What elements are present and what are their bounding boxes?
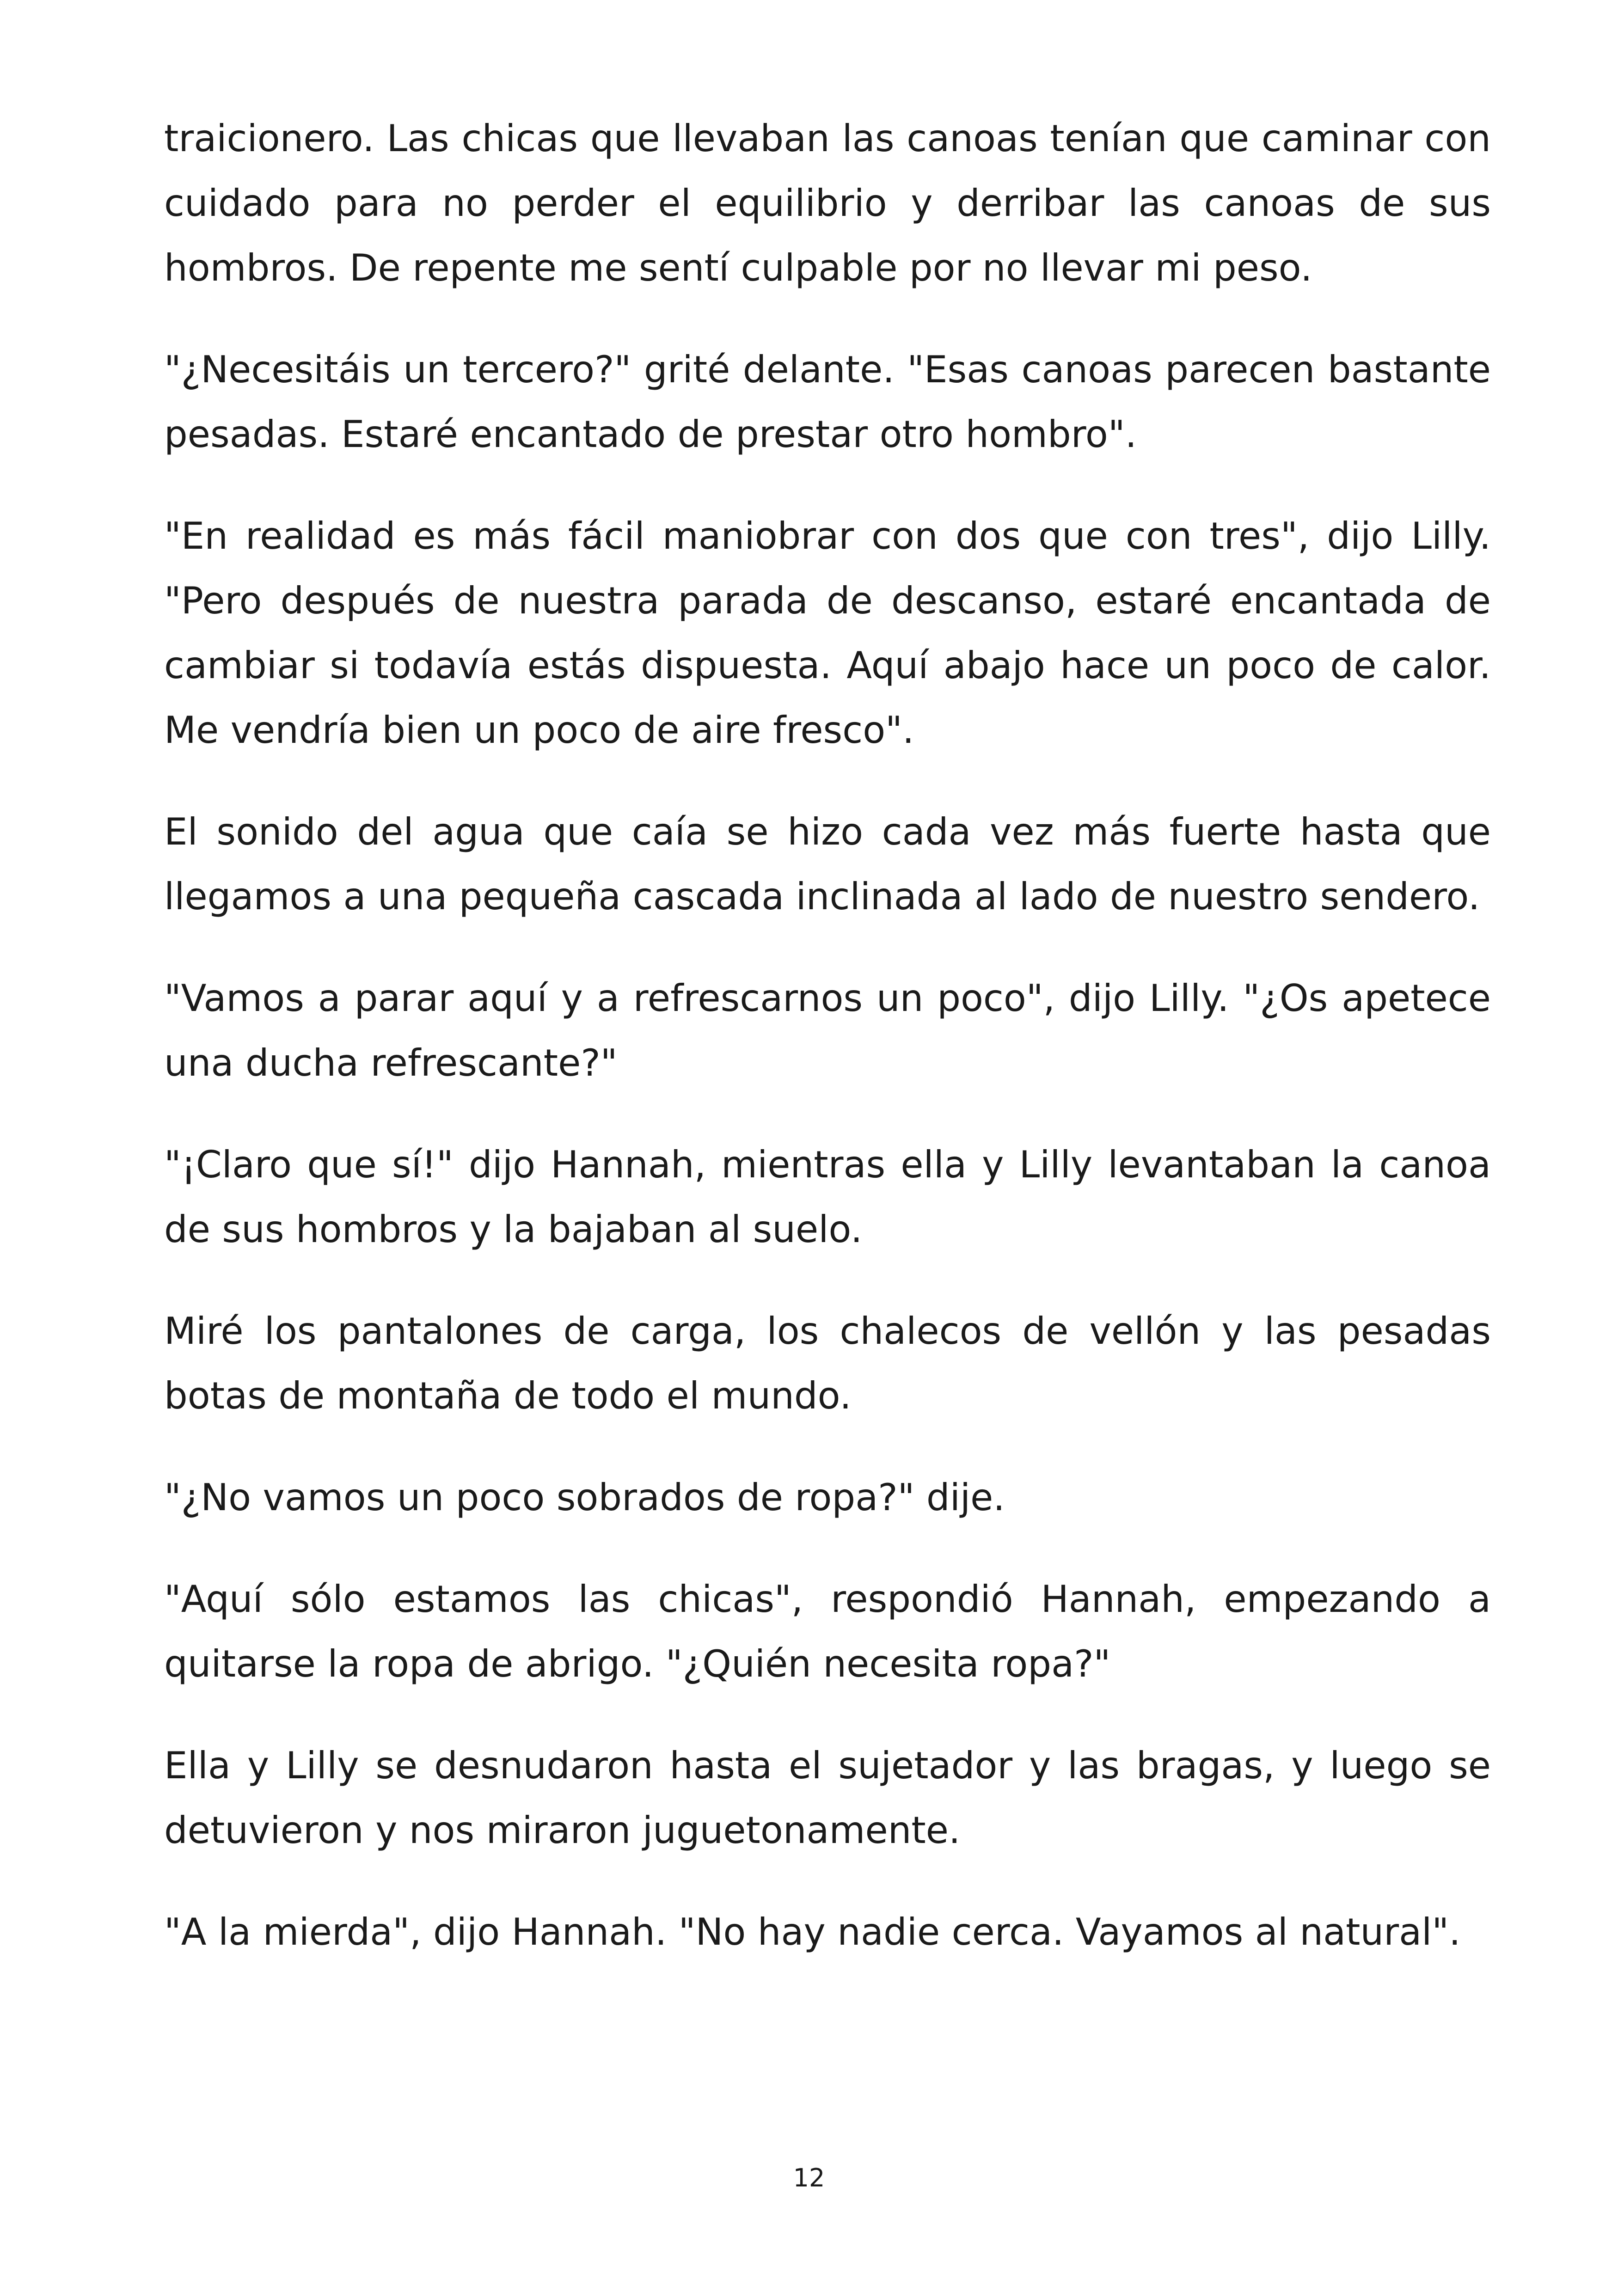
paragraph: "Aquí sólo estamos las chicas", respondió Hannah, empezando a quitarse la ropa de abrigo. "¿Quién necesita ropa?" <box>164 1578 1491 1685</box>
paragraph: Ella y Lilly se desnudaron hasta el sujetador y las bragas, y luego se detuvieron y nos miraron juguetonamente. <box>164 1744 1491 1852</box>
paragraph: "A la mierda", dijo Hannah. "No hay nadie cerca. Vayamos al natural". <box>164 1910 1461 1953</box>
paragraph: "En realidad es más fácil maniobrar con dos que con tres", dijo Lilly. "Pero después de nuestra parada de descanso, estaré encantada de cambiar si todavía estás dispuesta. Aquí abajo hace un poco de calor. Me vendría bien un poco de aire fresco". <box>164 514 1491 752</box>
page-number: 12 <box>793 2163 825 2192</box>
paragraph: "¿No vamos un poco sobrados de ropa?" dije. <box>164 1476 1005 1519</box>
paragraph: Miré los pantalones de carga, los chalecos de vellón y las pesadas botas de montaña de todo el mundo. <box>164 1310 1491 1417</box>
paragraph: "Vamos a parar aquí y a refrescarnos un poco", dijo Lilly. "¿Os apetece una ducha refrescante?" <box>164 977 1491 1084</box>
paragraph: "¿Necesitáis un tercero?" grité delante. "Esas canoas parecen bastante pesadas. Estaré encantado de prestar otro hombro". <box>164 348 1491 456</box>
paragraph: "¡Claro que sí!" dijo Hannah, mientras ella y Lilly levantaban la canoa de sus hombros y la bajaban al suelo. <box>164 1143 1491 1251</box>
paragraph: traicionero. Las chicas que llevaban las canoas tenían que caminar con cuidado para no perder el equilibrio y derribar las canoas de sus hombros. De repente me sentí culpable por no llevar mi peso. <box>164 117 1491 289</box>
text-body <box>164 106 1491 2002</box>
paragraph: El sonido del agua que caía se hizo cada vez más fuerte hasta que llegamos a una pequeña cascada inclinada al lado de nuestro sendero. <box>164 810 1491 918</box>
